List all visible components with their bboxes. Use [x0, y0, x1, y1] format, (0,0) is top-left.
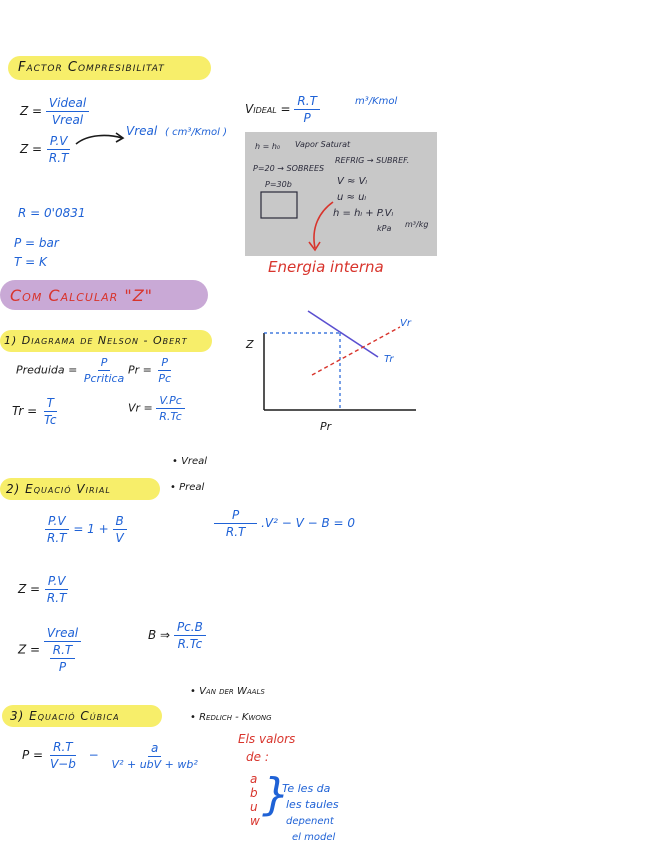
sec3-title: 3) Equació Cúbica [10, 709, 120, 723]
photo-line: REFRIG → SUBREF. [335, 156, 410, 165]
p-unit: P = bar [14, 236, 59, 250]
note-les-taules: les taules [286, 798, 339, 811]
photo-line: kPa [377, 224, 392, 233]
note-te-les-da: Te les da [282, 782, 331, 795]
sec2-bullet-preal: • Preal [170, 482, 205, 493]
arrow-icon [74, 130, 126, 150]
t-unit: T = K [14, 255, 47, 269]
videal-units: m³/Kmol [355, 96, 398, 107]
diagram-x-label: Pr [320, 420, 332, 433]
whiteboard-photo [245, 132, 437, 256]
videal-equation: Videal = $\frac{R.T}{P}$ [245, 94, 320, 125]
photo-line: P=20 → SOBREES [253, 164, 325, 173]
note-el-model: el model [292, 832, 336, 843]
photo-line: V ≈ Vₗ [337, 176, 368, 187]
title-factor: Factor Compresibilitat [18, 60, 165, 75]
brace-icon: } [262, 769, 290, 820]
nelson-obert-diagram [240, 305, 420, 430]
pr-equation: Pr = $\frac{P}{Pc}$ [128, 356, 172, 385]
z-definition: Z = $\frac{\text{Videal}}{\text{Vreal}}$ [20, 96, 89, 127]
tr-equation: Tr = $\frac{T}{Tc}$ [12, 396, 57, 427]
note-de: de : [246, 750, 269, 764]
vreal-result: Vreal ( cm³/Kmol ) [126, 124, 228, 138]
z-pv-equation: Z = $\frac{P.V}{R.T}$ [20, 134, 71, 165]
photo-line: Vapor Saturat [295, 140, 351, 149]
photo-line: h = h₀ [255, 142, 281, 151]
photo-line: h = hₗ + P.Vₗ [333, 208, 394, 219]
photo-sketch [245, 132, 437, 256]
energia-interna-label: Energia interna [268, 258, 384, 276]
sec2-title: 2) Equació Virial [6, 482, 111, 496]
sec3-bullet-vdw: • Van der Waals [190, 686, 265, 697]
note-els-valors: Els valors [238, 732, 296, 746]
title-com-calcular: Com Calcular "Z" [10, 286, 154, 305]
var-b: b [250, 786, 258, 800]
photo-line: m³/kg [405, 220, 429, 229]
photo-line: u ≈ uₗ [337, 192, 367, 203]
note-depenent: depenent [286, 816, 334, 827]
var-u: u [250, 800, 258, 814]
sec2-bullet-vreal: • Vreal [172, 456, 208, 467]
sec1-title: 1) Diagrama de Nelson - Obert [4, 334, 188, 347]
photo-line: P=30b [265, 180, 292, 189]
diagram-tr-label: Tr [384, 354, 394, 365]
sec3-bullet-rk: • Redlich - Kwong [190, 712, 272, 723]
virial-eq5: B ⇒ $\frac{Pc.B}{R.Tc}$ [148, 620, 206, 651]
cubic-equation: P = $\frac{R.T}{V-b}$ − $\frac{a}{\text{V² + ubV + wb²}}$ [22, 740, 198, 771]
var-w: w [250, 814, 260, 828]
r-constant: R = 0'0831 [18, 206, 86, 220]
preduida-equation: Preduida = $\frac{P}{\text{Pcritica}}$ [16, 356, 125, 385]
virial-eq2: $\frac{P}{R.T}$ .V² − V − B = 0 [214, 508, 355, 539]
virial-eq4: Z = $\frac{\text{Vreal}}{\frac{R.T}{P}}$ [18, 626, 81, 674]
virial-eq1: $\frac{P.V}{R.T}$ = 1 + $\frac{B}{V}$ [44, 514, 127, 545]
diagram-vr-label: Vr [400, 318, 411, 329]
vr-equation: Vr = $\frac{V.Pc}{R.Tc}$ [128, 394, 185, 423]
diagram-y-label: Z [246, 338, 254, 351]
virial-eq3: Z = $\frac{P.V}{R.T}$ [18, 574, 69, 605]
var-a: a [250, 772, 258, 786]
